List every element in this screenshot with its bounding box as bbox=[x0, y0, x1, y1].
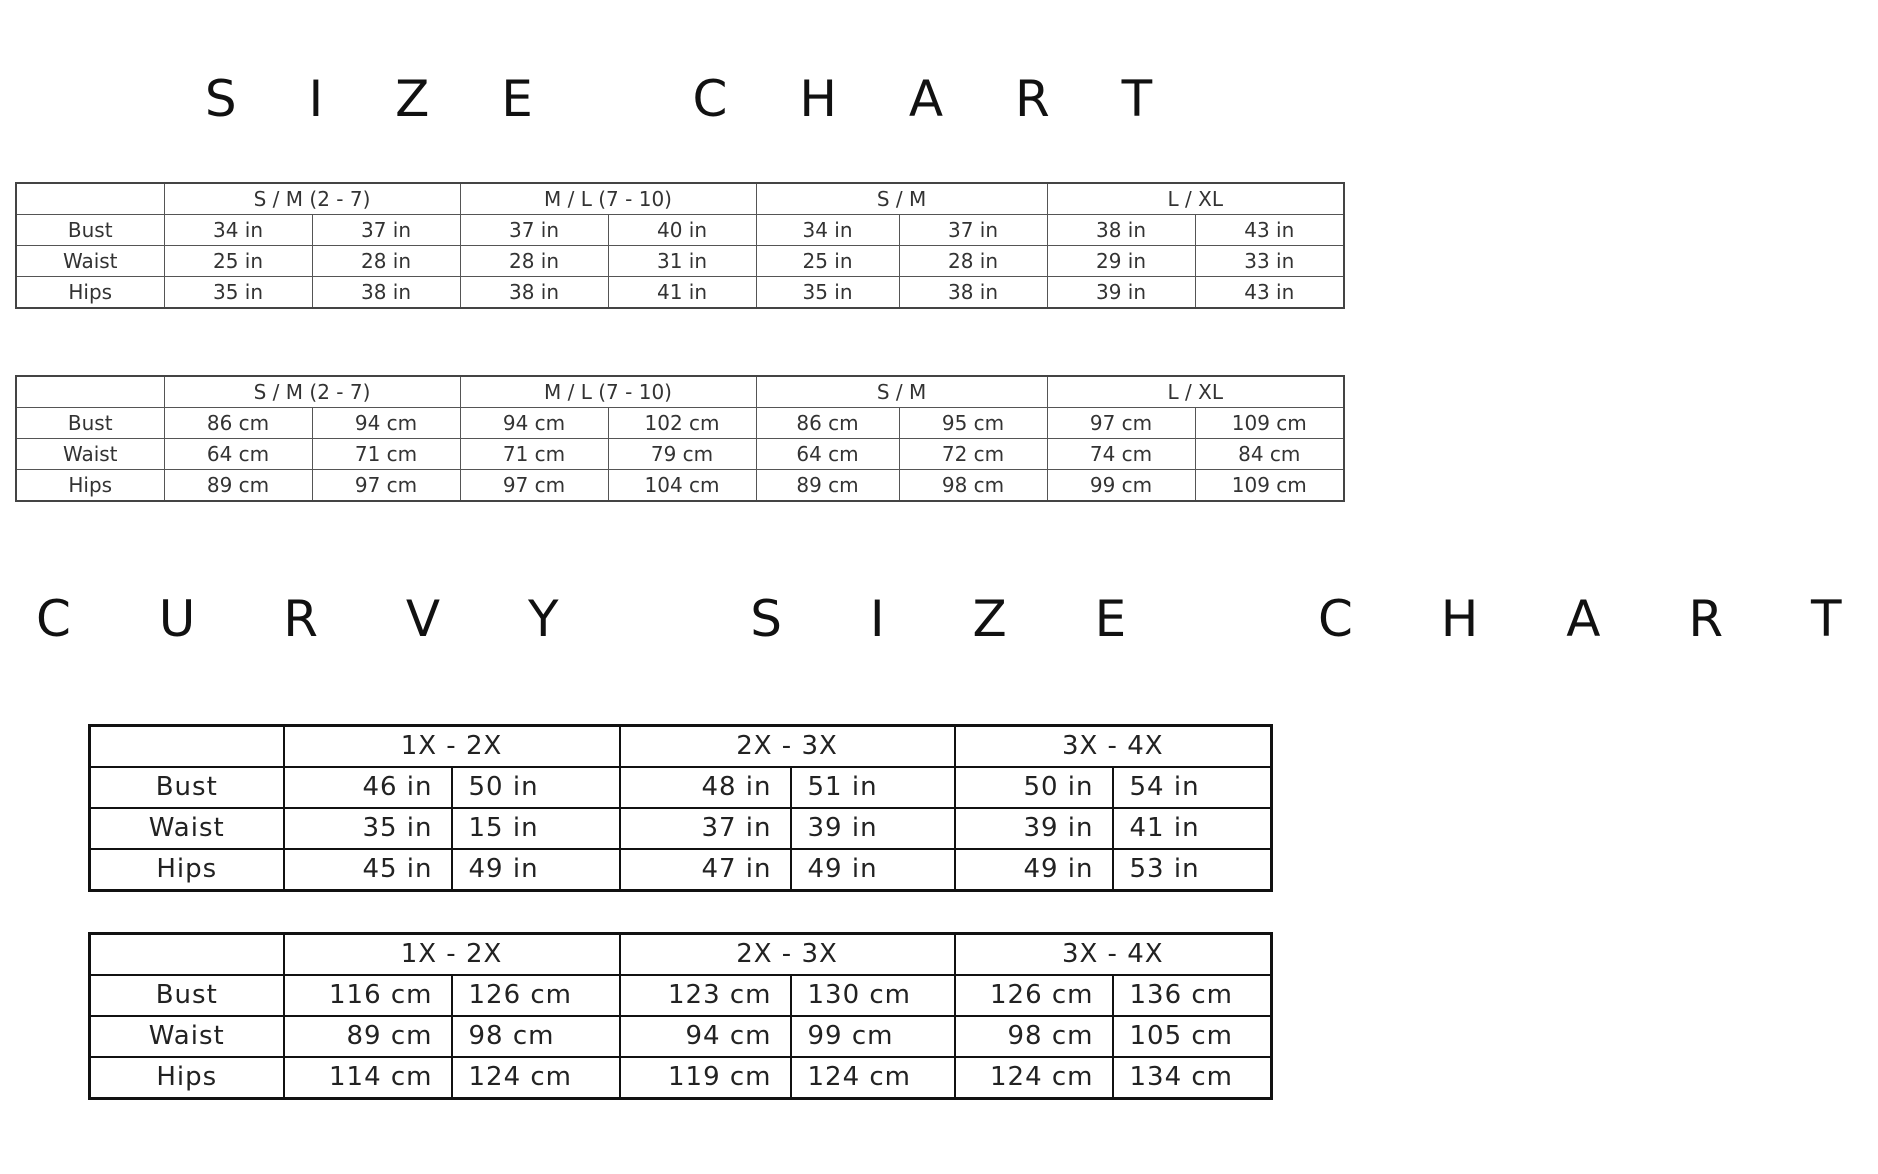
row-label: Waist bbox=[90, 1016, 284, 1057]
row-label: Hips bbox=[16, 277, 164, 309]
table-row-waist bbox=[16, 246, 1344, 277]
size-group-header: M / L (7 - 10) bbox=[460, 183, 756, 215]
table-cell: 50 in bbox=[452, 767, 620, 808]
table-cell: 37 in bbox=[620, 808, 791, 849]
table-cell: 97 cm bbox=[312, 470, 460, 502]
size-group-header: 1X - 2X bbox=[284, 726, 620, 768]
table-cell: 89 cm bbox=[164, 470, 312, 502]
table-cell: 98 cm bbox=[452, 1016, 620, 1057]
table-cell: 25 in bbox=[756, 246, 899, 277]
table-cell: 31 in bbox=[608, 246, 756, 277]
table-row-hips bbox=[16, 470, 1344, 502]
curvy-size-table-cm bbox=[88, 932, 1273, 1100]
table-row-hips bbox=[90, 849, 1272, 891]
table-cell: 46 in bbox=[284, 767, 452, 808]
table-cell: 134 cm bbox=[1113, 1057, 1272, 1099]
table-cell: 89 cm bbox=[284, 1016, 452, 1057]
table-cell: 123 cm bbox=[620, 975, 791, 1016]
row-label: Hips bbox=[16, 470, 164, 502]
table-cell: 99 cm bbox=[791, 1016, 955, 1057]
table-cell: 109 cm bbox=[1195, 408, 1344, 439]
table-cell: 37 in bbox=[312, 215, 460, 246]
table-cell: 126 cm bbox=[955, 975, 1113, 1016]
table-cell: 50 in bbox=[955, 767, 1113, 808]
curvy-size-table-inches bbox=[88, 724, 1273, 892]
table-cell: 89 cm bbox=[756, 470, 899, 502]
table-cell: 39 in bbox=[1047, 277, 1195, 309]
table-cell: 119 cm bbox=[620, 1057, 791, 1099]
table-cell: 64 cm bbox=[164, 439, 312, 470]
table-cell: 109 cm bbox=[1195, 470, 1344, 502]
table-row-bust bbox=[90, 767, 1272, 808]
table-cell: 41 in bbox=[608, 277, 756, 309]
table-row-waist bbox=[90, 1016, 1272, 1057]
empty-corner-cell bbox=[90, 934, 284, 976]
row-label: Bust bbox=[16, 215, 164, 246]
row-label: Hips bbox=[90, 849, 284, 891]
table-cell: 86 cm bbox=[756, 408, 899, 439]
table-cell: 35 in bbox=[756, 277, 899, 309]
table-cell: 97 cm bbox=[1047, 408, 1195, 439]
table-cell: 94 cm bbox=[620, 1016, 791, 1057]
table-cell: 37 in bbox=[460, 215, 608, 246]
table-cell: 48 in bbox=[620, 767, 791, 808]
row-label: Hips bbox=[90, 1057, 284, 1099]
table-cell: 124 cm bbox=[791, 1057, 955, 1099]
table-cell: 86 cm bbox=[164, 408, 312, 439]
empty-corner-cell bbox=[90, 726, 284, 768]
table-cell: 104 cm bbox=[608, 470, 756, 502]
row-label: Bust bbox=[16, 408, 164, 439]
size-group-header: 2X - 3X bbox=[620, 726, 955, 768]
size-group-header: 2X - 3X bbox=[620, 934, 955, 976]
table-cell: 130 cm bbox=[791, 975, 955, 1016]
table-cell: 28 in bbox=[899, 246, 1047, 277]
table-cell: 102 cm bbox=[608, 408, 756, 439]
empty-corner-cell bbox=[16, 376, 164, 408]
table-cell: 124 cm bbox=[452, 1057, 620, 1099]
table-row-bust bbox=[16, 408, 1344, 439]
table-cell: 74 cm bbox=[1047, 439, 1195, 470]
table-cell: 29 in bbox=[1047, 246, 1195, 277]
table-cell: 97 cm bbox=[460, 470, 608, 502]
table-cell: 71 cm bbox=[460, 439, 608, 470]
table-cell: 136 cm bbox=[1113, 975, 1272, 1016]
size-chart-title: S I Z E C H A R T bbox=[204, 70, 1181, 128]
size-group-header: S / M bbox=[756, 183, 1047, 215]
size-group-header: L / XL bbox=[1047, 183, 1344, 215]
table-cell: 38 in bbox=[1047, 215, 1195, 246]
table-cell: 28 in bbox=[460, 246, 608, 277]
table-row-hips bbox=[16, 277, 1344, 309]
table-cell: 49 in bbox=[791, 849, 955, 891]
table-cell: 34 in bbox=[756, 215, 899, 246]
table-cell: 105 cm bbox=[1113, 1016, 1272, 1057]
table-row-bust bbox=[16, 215, 1344, 246]
table-cell: 98 cm bbox=[899, 470, 1047, 502]
table-cell: 34 in bbox=[164, 215, 312, 246]
table-header-row bbox=[16, 376, 1344, 408]
table-cell: 15 in bbox=[452, 808, 620, 849]
table-cell: 40 in bbox=[608, 215, 756, 246]
table-cell: 84 cm bbox=[1195, 439, 1344, 470]
table-cell: 37 in bbox=[899, 215, 1047, 246]
table-cell: 39 in bbox=[955, 808, 1113, 849]
table-header-row bbox=[90, 726, 1272, 768]
table-header-row bbox=[16, 183, 1344, 215]
table-cell: 49 in bbox=[955, 849, 1113, 891]
table-cell: 99 cm bbox=[1047, 470, 1195, 502]
table-row-bust bbox=[90, 975, 1272, 1016]
table-cell: 38 in bbox=[899, 277, 1047, 309]
table-cell: 45 in bbox=[284, 849, 452, 891]
table-row-hips bbox=[90, 1057, 1272, 1099]
table-row-waist bbox=[90, 808, 1272, 849]
table-cell: 28 in bbox=[312, 246, 460, 277]
table-cell: 35 in bbox=[284, 808, 452, 849]
table-cell: 54 in bbox=[1113, 767, 1272, 808]
table-cell: 79 cm bbox=[608, 439, 756, 470]
table-cell: 116 cm bbox=[284, 975, 452, 1016]
table-cell: 25 in bbox=[164, 246, 312, 277]
regular-size-table-inches bbox=[15, 182, 1345, 309]
table-cell: 64 cm bbox=[756, 439, 899, 470]
regular-size-table-cm bbox=[15, 375, 1345, 502]
size-group-header: 1X - 2X bbox=[284, 934, 620, 976]
table-cell: 41 in bbox=[1113, 808, 1272, 849]
size-group-header: M / L (7 - 10) bbox=[460, 376, 756, 408]
curvy-size-chart-title: C U R V Y S I Z E C H A R T bbox=[36, 590, 1878, 648]
row-label: Waist bbox=[16, 246, 164, 277]
table-cell: 49 in bbox=[452, 849, 620, 891]
table-cell: 71 cm bbox=[312, 439, 460, 470]
size-group-header: S / M (2 - 7) bbox=[164, 376, 460, 408]
table-cell: 38 in bbox=[312, 277, 460, 309]
size-group-header: 3X - 4X bbox=[955, 726, 1272, 768]
size-group-header: L / XL bbox=[1047, 376, 1344, 408]
table-cell: 43 in bbox=[1195, 215, 1344, 246]
size-group-header: S / M (2 - 7) bbox=[164, 183, 460, 215]
row-label: Waist bbox=[90, 808, 284, 849]
row-label: Waist bbox=[16, 439, 164, 470]
table-cell: 94 cm bbox=[312, 408, 460, 439]
table-cell: 95 cm bbox=[899, 408, 1047, 439]
table-cell: 47 in bbox=[620, 849, 791, 891]
size-group-header: S / M bbox=[756, 376, 1047, 408]
table-cell: 126 cm bbox=[452, 975, 620, 1016]
table-cell: 38 in bbox=[460, 277, 608, 309]
table-cell: 98 cm bbox=[955, 1016, 1113, 1057]
table-cell: 51 in bbox=[791, 767, 955, 808]
table-cell: 94 cm bbox=[460, 408, 608, 439]
row-label: Bust bbox=[90, 975, 284, 1016]
table-header-row bbox=[90, 934, 1272, 976]
size-group-header: 3X - 4X bbox=[955, 934, 1272, 976]
table-row-waist bbox=[16, 439, 1344, 470]
row-label: Bust bbox=[90, 767, 284, 808]
empty-corner-cell bbox=[16, 183, 164, 215]
table-cell: 43 in bbox=[1195, 277, 1344, 309]
table-cell: 124 cm bbox=[955, 1057, 1113, 1099]
table-cell: 72 cm bbox=[899, 439, 1047, 470]
table-cell: 114 cm bbox=[284, 1057, 452, 1099]
table-cell: 39 in bbox=[791, 808, 955, 849]
table-cell: 33 in bbox=[1195, 246, 1344, 277]
table-cell: 35 in bbox=[164, 277, 312, 309]
table-cell: 53 in bbox=[1113, 849, 1272, 891]
